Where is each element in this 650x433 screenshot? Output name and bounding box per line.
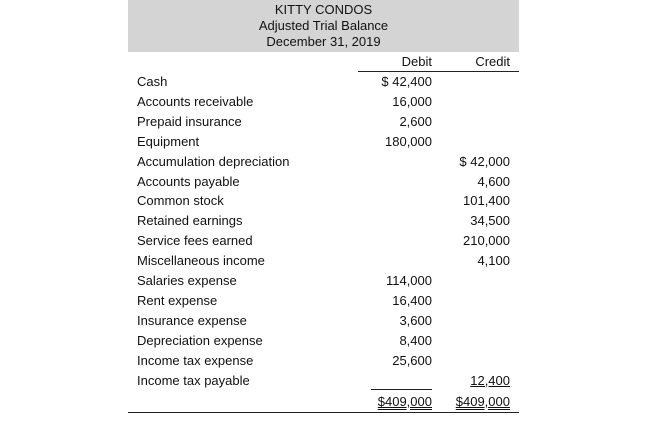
statement-date: December 31, 2019 [266, 34, 381, 49]
table-row [128, 293, 519, 311]
credit-amount: $ 42,000 [459, 153, 510, 169]
debit-amount: $ 42,400 [381, 74, 432, 89]
table-row [128, 253, 519, 271]
debit-total: $409,000 [377, 394, 432, 409]
debit-amount: 2,600 [399, 113, 432, 129]
company-name: KITTY CONDOS [274, 2, 373, 17]
account-name: Common stock [137, 193, 224, 209]
credit-amount: 34,500 [470, 213, 510, 229]
debit-column-header: Debit [401, 54, 432, 69]
table-row [128, 154, 519, 172]
account-name: Prepaid insurance [137, 113, 242, 129]
table-row [128, 114, 519, 132]
credit-amount: 101,400 [463, 193, 510, 209]
debit-amount: 25,600 [392, 352, 432, 368]
account-name: Retained earnings [137, 213, 243, 229]
account-name: Cash [137, 74, 168, 89]
statement-header [128, 0, 519, 52]
credit-amount: 4,600 [477, 173, 510, 189]
credit-amount [440, 373, 510, 388]
debit-amount: 3,600 [399, 312, 432, 328]
account-name: Insurance expense [137, 312, 247, 328]
trial-balance-sheet [128, 0, 519, 433]
table-row [128, 174, 519, 192]
account-name: Income tax expense [137, 352, 254, 368]
debit-amount: 8,400 [399, 332, 432, 348]
debit-amount: 114,000 [385, 273, 432, 288]
table-row [128, 313, 519, 331]
table-row [128, 134, 519, 152]
account-name: Accumulation depreciation [137, 153, 290, 169]
table-row [128, 273, 519, 291]
credit-total: $409,000 [455, 394, 510, 409]
table-row [128, 373, 519, 391]
table-row [128, 193, 519, 211]
table-row [128, 333, 519, 351]
account-name: Income tax payable [137, 372, 250, 388]
credit-amount-text: 12,400 [470, 372, 510, 388]
credit-amount: 210,000 [463, 233, 510, 249]
debit-amount: 16,400 [392, 292, 432, 308]
table-row [128, 213, 519, 231]
debit-amount: 16,000 [392, 93, 432, 109]
account-name: Equipment [137, 133, 200, 149]
credit-amount: 4,100 [477, 253, 510, 269]
account-name: Depreciation expense [137, 332, 263, 348]
credit-column-header: Credit [475, 54, 510, 69]
table-row [128, 94, 519, 112]
table-row [128, 74, 519, 92]
account-name: Rent expense [137, 292, 218, 308]
debit-sum-rule [371, 389, 432, 390]
debit-amount: 180,000 [385, 133, 432, 149]
account-name: Accounts receivable [137, 93, 254, 109]
column-header-rule [358, 71, 519, 72]
table-row [128, 233, 519, 251]
account-name: Accounts payable [137, 173, 240, 189]
bottom-rule [128, 412, 519, 413]
totals-row [128, 394, 519, 412]
account-name: Miscellaneous income [137, 253, 265, 269]
table-row [128, 353, 519, 371]
account-name: Service fees earned [137, 233, 253, 249]
account-name: Salaries expense [137, 273, 237, 288]
statement-title: Adjusted Trial Balance [258, 18, 389, 33]
